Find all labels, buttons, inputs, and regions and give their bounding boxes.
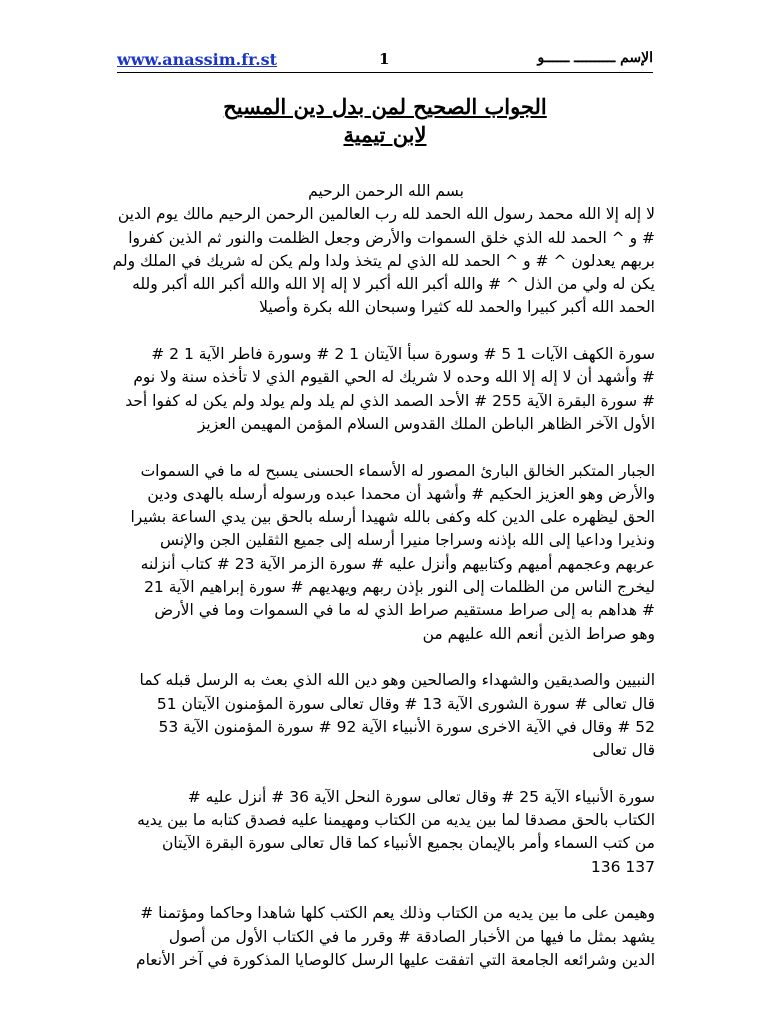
text-line: 52 # وقال في الآية الاخرى سورة الأنبياء الآية 92 # سورة المؤمنون الآية 53 xyxy=(158,717,655,736)
text-line: يشهد بمثل ما فيها من الأخبار الصادقة # وقرر ما في الكتاب الأول من أصول xyxy=(168,927,655,946)
document-body xyxy=(112,180,655,995)
text-line: # هداهم به إلى صراط مستقيم صراط الذي له ما في السموات وما في الأرض xyxy=(154,601,655,620)
text-line: عربهم وعجمهم أميهم وكتابيهم وأنزل عليه # سورة الزمر الآية 23 # كتاب أنزلنه xyxy=(140,554,655,573)
text-line: النبيين والصديقين والشهداء والصالحين وهو دين الله الذي بعث به الرسل قبله كما xyxy=(139,671,655,690)
text-line: بربهم يعدلون ^ # و ^ الحمد لله الذي لم يتخذ ولدا ولم يكن له شريك في الملك ولم xyxy=(112,251,655,270)
text-line: قال تعالى # سورة الشورى الآية 13 # وقال تعالى سورة المؤمنون الآيتان 51 xyxy=(156,694,655,713)
text-line: الأول الآخر الظاهر الباطن الملك القدوس السلام المؤمن المهيمن العزيز xyxy=(197,414,655,433)
paragraph xyxy=(117,669,655,762)
text-line: يكن له ولي من الذل ^ # والله أكبر الله أكبر لا إله إلا الله والله أكبر الله أكبر ولله xyxy=(132,275,655,294)
text-line: # سورة البقرة الآية 255 # الأحد الصمد الذي لم يلد ولم يولد ولم يكن له كفوا أحد xyxy=(125,391,655,410)
text-line: ونذيرا وداعيا إلى الله بإذنه وسراجا منيرا أرسله إلى جميع الثقلين الجن والإنس xyxy=(159,531,655,550)
text-line: الجبار المتكبر الخالق البارئ المصور له الأسماء الحسنى يسبح له ما في السموات xyxy=(140,461,655,480)
text-line: وهو صراط الذين أنعم الله عليهم من xyxy=(422,624,655,643)
text-line: ليخرج الناس من الظلمات إلى النور بإذن ربهم ويهديهم # سورة إبراهيم الآية 21 xyxy=(144,578,655,597)
page-number: 1 xyxy=(379,50,390,68)
text-line: الحق ليظهره على الدين كله وكفى بالله شهيدا أرسله بالحق بين يدي الساعة بشيرا xyxy=(130,508,655,527)
website-link[interactable]: www.anassim.fr.st xyxy=(117,50,278,69)
text-line: الدين وشرائعه الجامعة التي اتفقت عليها الرسل كالوصايا المذكورة في آخر الأنعام xyxy=(135,950,655,969)
document-author: لابن تيمية xyxy=(343,122,427,147)
paragraph xyxy=(117,786,655,879)
paragraph xyxy=(117,902,655,972)
text-line: سورة الأنبياء الآية 25 # وقال تعالى سورة النحل الآية 36 # أنزل عليه # xyxy=(187,787,655,806)
paragraph xyxy=(112,180,655,320)
header-section-label: الإسم ــــــــــ ــــــو xyxy=(537,50,653,66)
text-line: الحمد الله أكبر كبيرا والحمد لله كثيرا وسبحان الله بكرة وأصيلا xyxy=(259,298,655,317)
text-line: # و ^ الحمد لله الذي خلق السموات والأرض وجعل الظلمت والنور ثم الذين كفروا xyxy=(128,228,655,247)
paragraph xyxy=(117,460,655,646)
text-line: # وأشهد أن لا إله إلا الله وحده لا شريك له الحي القيوم الذي لا تأخذه سنة ولا نوم xyxy=(133,368,655,387)
text-line: لا إله إلا الله محمد رسول الله الحمد لله رب العالمين الرحمن الرحيم مالك يوم الدين xyxy=(117,205,655,224)
text-line: 137 136 xyxy=(590,857,655,876)
page-header xyxy=(117,50,653,73)
text-line: قال تعالى xyxy=(592,741,655,760)
text-line: من كتب السماء وأمر بالإيمان بجميع الأنبياء كما قال تعالى سورة البقرة الآيتان xyxy=(162,834,655,853)
text-line: الكتاب بالحق مصدقا لما بين يديه من الكتاب ومهيمنا عليه فصدق كتابه ما بين يديه xyxy=(137,811,655,830)
document-title: الجواب الصحيح لمن بدل دين المسيح xyxy=(223,94,547,119)
paragraph xyxy=(117,343,655,436)
text-line: سورة الكهف الآيات 1 5 # وسورة سبأ الآيتان 1 2 # وسورة فاطر الآية 1 2 # xyxy=(151,345,655,364)
text-line: والأرض وهو العزيز الحكيم # وأشهد أن محمدا عبده ورسوله أرسله بالهدى ودين xyxy=(147,484,655,503)
text-line: وهيمن على ما بين يديه من الكتاب وذلك يعم الكتب كلها شاهدا وحاكما ومؤتمنا # xyxy=(140,904,655,923)
text-line: بسم الله الرحمن الرحيم xyxy=(308,182,464,200)
